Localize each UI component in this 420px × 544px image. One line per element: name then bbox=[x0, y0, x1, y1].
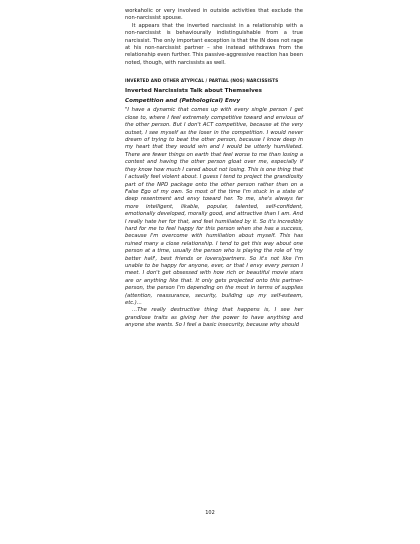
subheading: Inverted Narcissists Talk about Themselves bbox=[125, 88, 262, 95]
document-page bbox=[125, 8, 303, 330]
subheading-competition-envy: Competition and (Pathological) Envy bbox=[125, 97, 241, 104]
quote-paragraph-2: …The really destructive thing that happens is, I see her grandiose traits as giving her the power to have anything and anyone she wants. So I feel a basic insecurity, because why should bbox=[125, 307, 303, 329]
page-number: 102 bbox=[205, 510, 215, 516]
section-heading: INVERTED AND OTHER ATYPICAL / PARTIAL (NOS) NARCISSISTS bbox=[125, 78, 279, 84]
body-paragraph-continuation: workaholic or very involved in outside activities that exclude the non-narcissist spouse. bbox=[125, 8, 303, 22]
quote-block bbox=[125, 107, 303, 329]
quote-paragraph-1: "I have a dynamic that comes up with every single person I get close to, where I feel extremely competitive toward and envious of the other person. But I don't ACT competitive, because at the very outset, I see myself as the loser in the competition. I would never dream of trying to beat the other person, because I know deep in my heart that they would win and I would be utterly humiliated. There are fewer things on earth that feel worse to me than losing a contest and having the other person gloat over me, especially if they know how much I cared about not losing. This is one thing that I actually feel violent about. I guess I tend to project the grandiosity part of the NPD package onto the other person rather than on a False Ego of my own. So most of the time I'm stuck in a state of deep resentment and envy toward her. To me, she's always far more intelligent, likable, popular, talented, self-confident, emotionally developed, morally good, and attractive than I am. And I really hate her for that, and feel humiliated by it. So it's incredibly hard for me to feel happy for this person when she has a success, because I'm overcome with humiliation about myself. This has ruined many a close relationship. I tend to get this way about one person at a time, usually the person who is playing the role of 'my better half', best friends or lovers/partners. So it's not like I'm unable to be happy for anyone, ever, or that I envy every person I meet. I don't get obsessed with how rich or beautiful movie stars are or anything like that. It only gets projected onto this partner-person, the person I'm depending on the most in terms of supplies (attention, reassurance, security, building up my self-esteem, etc.)… bbox=[125, 107, 303, 306]
body-paragraph-inverted-narcissist: It appears that the inverted narcissist in a relationship with a non-narcissist is behaviourally indistinguishable from a true narcissist. The only important exception is that the IN does not rage at his non-narcissist partner – she instead withdraws from the relationship even further. This passive-aggressive reaction has been noted, though, with narcissists as well. bbox=[125, 22, 303, 66]
